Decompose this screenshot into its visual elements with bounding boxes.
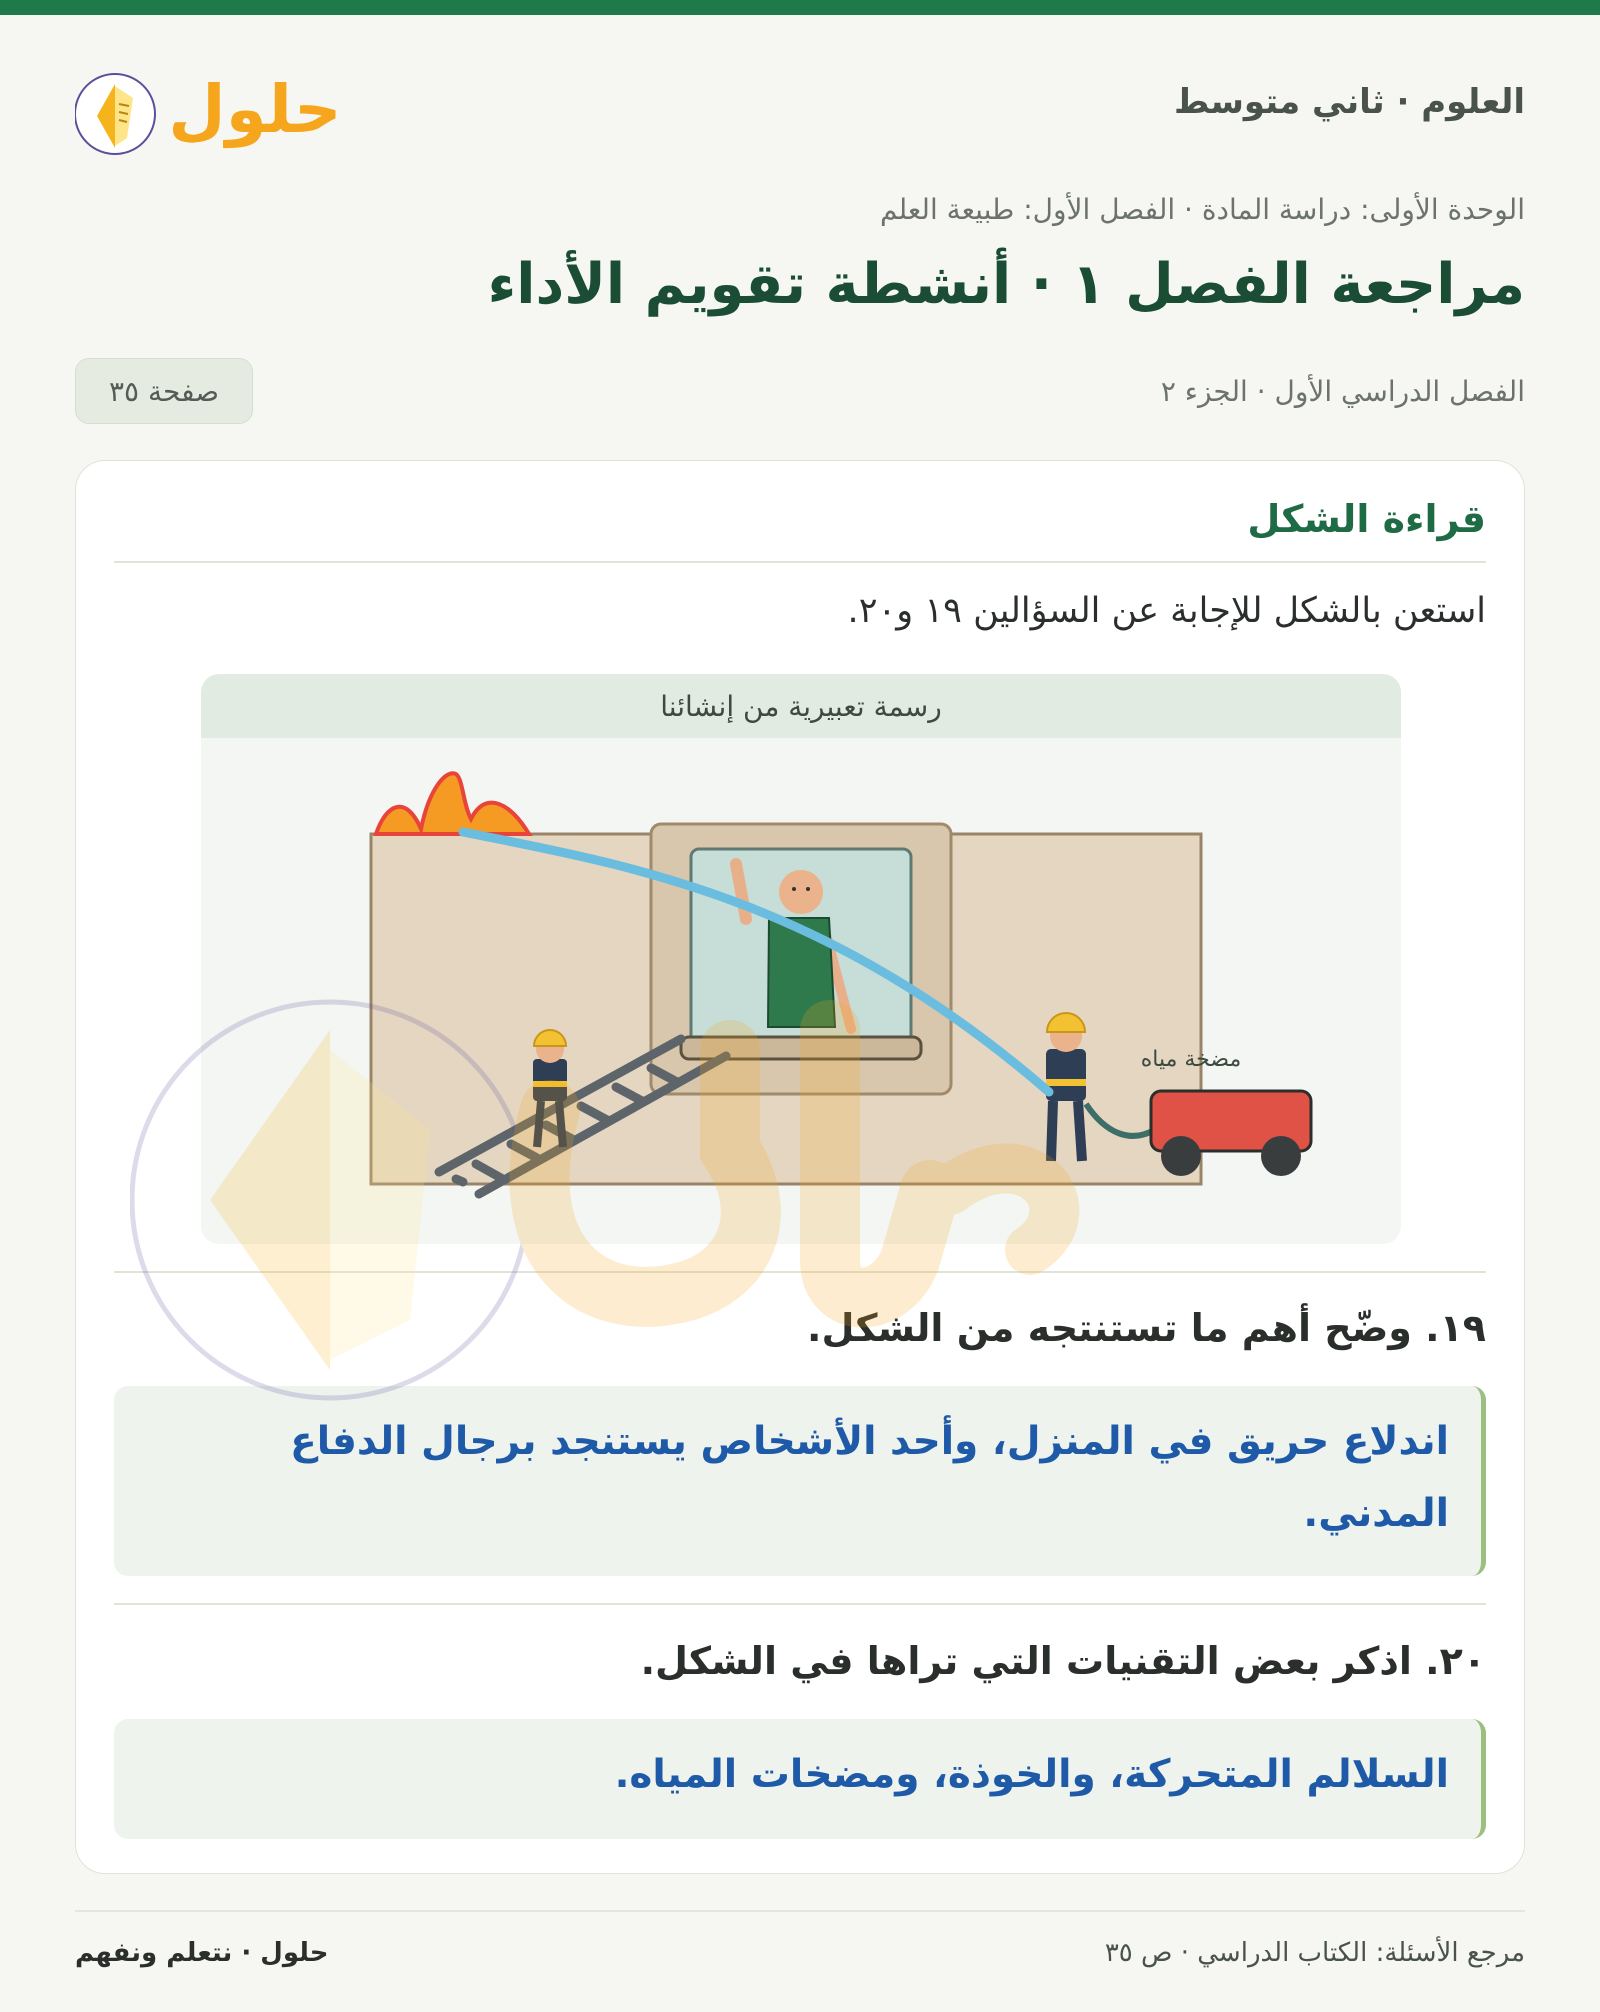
footer-tagline: حلول · نتعلم ونفهم	[75, 1938, 329, 1968]
illustration-figure	[201, 674, 1401, 1244]
person-head	[779, 870, 823, 914]
page-title: مراجعة الفصل ١ · أنشطة تقويم الأداء	[487, 252, 1525, 317]
divider	[114, 561, 1486, 563]
section-heading: قراءة الشكل	[1247, 497, 1486, 541]
divider	[114, 1603, 1486, 1605]
content-card	[75, 460, 1525, 1874]
water-pump	[1151, 1091, 1311, 1176]
pump-label: مضخة مياه	[1140, 1047, 1242, 1072]
logo-wordmark: حلول	[168, 71, 342, 148]
footer-reference: مرجع الأسئلة: الكتاب الدراسي · ص ٣٥	[1104, 1938, 1525, 1968]
section-intro: استعن بالشكل للإجابة عن السؤالين ١٩ و٢٠.	[847, 591, 1486, 631]
header	[75, 52, 1525, 162]
subject-title: العلوم · ثاني متوسط	[1174, 82, 1525, 122]
top-accent-bar	[0, 0, 1600, 15]
fire-flames	[376, 773, 529, 834]
hulul-logo[interactable]	[75, 52, 345, 162]
divider	[114, 1271, 1486, 1273]
term-label: الفصل الدراسي الأول · الجزء ٢	[1160, 375, 1525, 408]
question-20: ٢٠. اذكر بعض التقنيات التي تراها في الشكل.	[640, 1639, 1486, 1683]
figure-caption: رسمة تعبيرية من إنشائنا	[201, 674, 1401, 738]
footer-divider	[75, 1910, 1525, 1912]
answer-19: اندلاع حريق في المنزل، وأحد الأشخاص يستنجد برجال الدفاع المدني.	[114, 1386, 1486, 1576]
question-19: ١٩. وضّح أهم ما تستنتجه من الشكل.	[807, 1306, 1486, 1350]
breadcrumb: الوحدة الأولى: دراسة المادة · الفصل الأول: طبيعة العلم	[880, 193, 1525, 226]
window-sill	[681, 1037, 921, 1059]
fire-rescue-illustration	[201, 674, 1401, 1244]
page-number-badge: صفحة ٣٥	[75, 358, 253, 424]
answer-20: السلالم المتحركة، والخوذة، ومضخات المياه.	[114, 1719, 1486, 1839]
